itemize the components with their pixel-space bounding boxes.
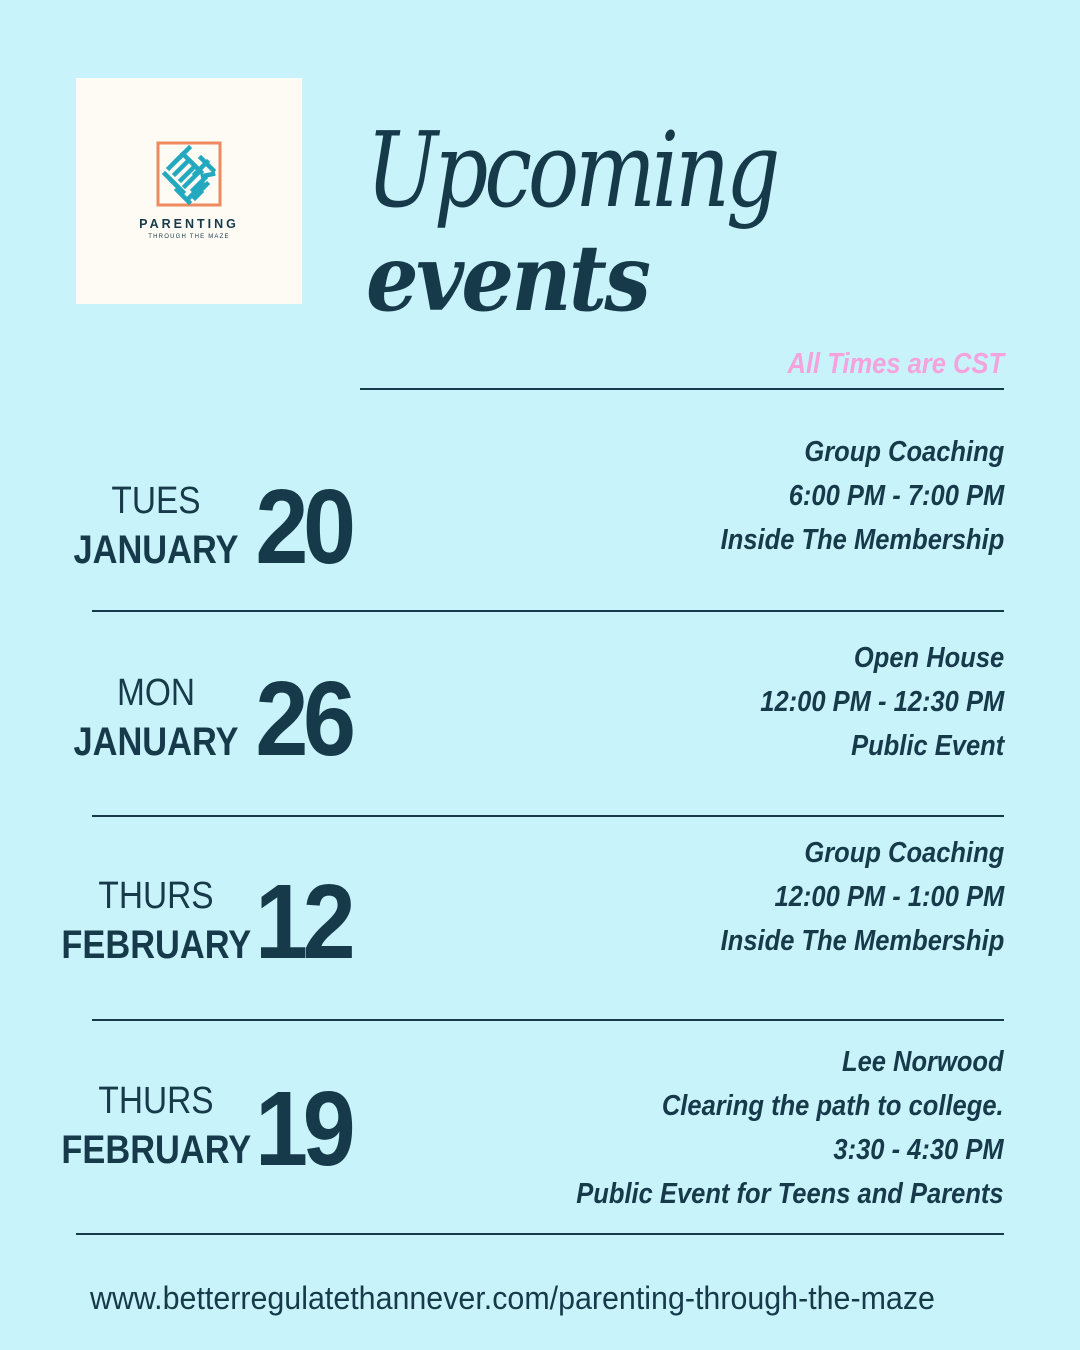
event-weekday: MON xyxy=(116,672,196,714)
divider xyxy=(360,388,1004,390)
event-day: 12 xyxy=(255,863,351,981)
timezone-note: All Times are CST xyxy=(787,348,1004,380)
event-item xyxy=(0,831,1080,991)
event-note: Inside The Membership xyxy=(720,925,1004,957)
divider xyxy=(92,1019,1004,1021)
event-month: JANUARY xyxy=(73,720,239,764)
event-item xyxy=(0,430,1080,590)
page-title-line2: events xyxy=(366,224,649,332)
event-title: Open House xyxy=(853,642,1004,674)
event-details xyxy=(518,1040,1004,1216)
divider xyxy=(92,815,1004,817)
event-time: 12:00 PM - 12:30 PM xyxy=(760,686,1004,718)
event-day: 19 xyxy=(255,1070,351,1188)
event-subtitle: Clearing the path to college. xyxy=(662,1090,1004,1122)
event-time: 3:30 - 4:30 PM xyxy=(833,1134,1004,1166)
logo xyxy=(76,78,302,304)
event-title: Group Coaching xyxy=(804,436,1004,468)
event-weekday: TUES xyxy=(111,480,201,522)
event-time: 12:00 PM - 1:00 PM xyxy=(774,881,1004,913)
event-month: FEBRUARY xyxy=(61,923,252,967)
event-day: 26 xyxy=(255,660,351,778)
event-title: Group Coaching xyxy=(804,837,1004,869)
event-note: Public Event for Teens and Parents xyxy=(576,1178,1004,1210)
event-details xyxy=(682,831,1004,963)
website-link[interactable]: www.betterregulatethannever.com/parenting-through-the-maze xyxy=(90,1280,935,1316)
event-note: Inside The Membership xyxy=(720,524,1004,556)
event-day: 20 xyxy=(255,468,351,586)
divider xyxy=(92,610,1004,612)
logo-name: PARENTING xyxy=(139,217,239,231)
event-title: Lee Norwood xyxy=(842,1046,1004,1078)
divider xyxy=(76,1233,1004,1235)
logo-tagline: THROUGH THE MAZE xyxy=(148,234,230,240)
maze-logo-icon xyxy=(155,140,223,208)
event-weekday: THURS xyxy=(98,875,214,917)
event-weekday: THURS xyxy=(98,1080,214,1122)
event-month: JANUARY xyxy=(73,528,239,572)
event-item xyxy=(0,1040,1080,1220)
event-month: FEBRUARY xyxy=(61,1128,252,1172)
event-time: 6:00 PM - 7:00 PM xyxy=(788,480,1004,512)
event-item xyxy=(0,636,1080,796)
event-details xyxy=(682,430,1004,562)
event-details xyxy=(727,636,1004,768)
event-note: Public Event xyxy=(850,730,1004,762)
page-title-line1: Upcoming xyxy=(366,109,777,231)
